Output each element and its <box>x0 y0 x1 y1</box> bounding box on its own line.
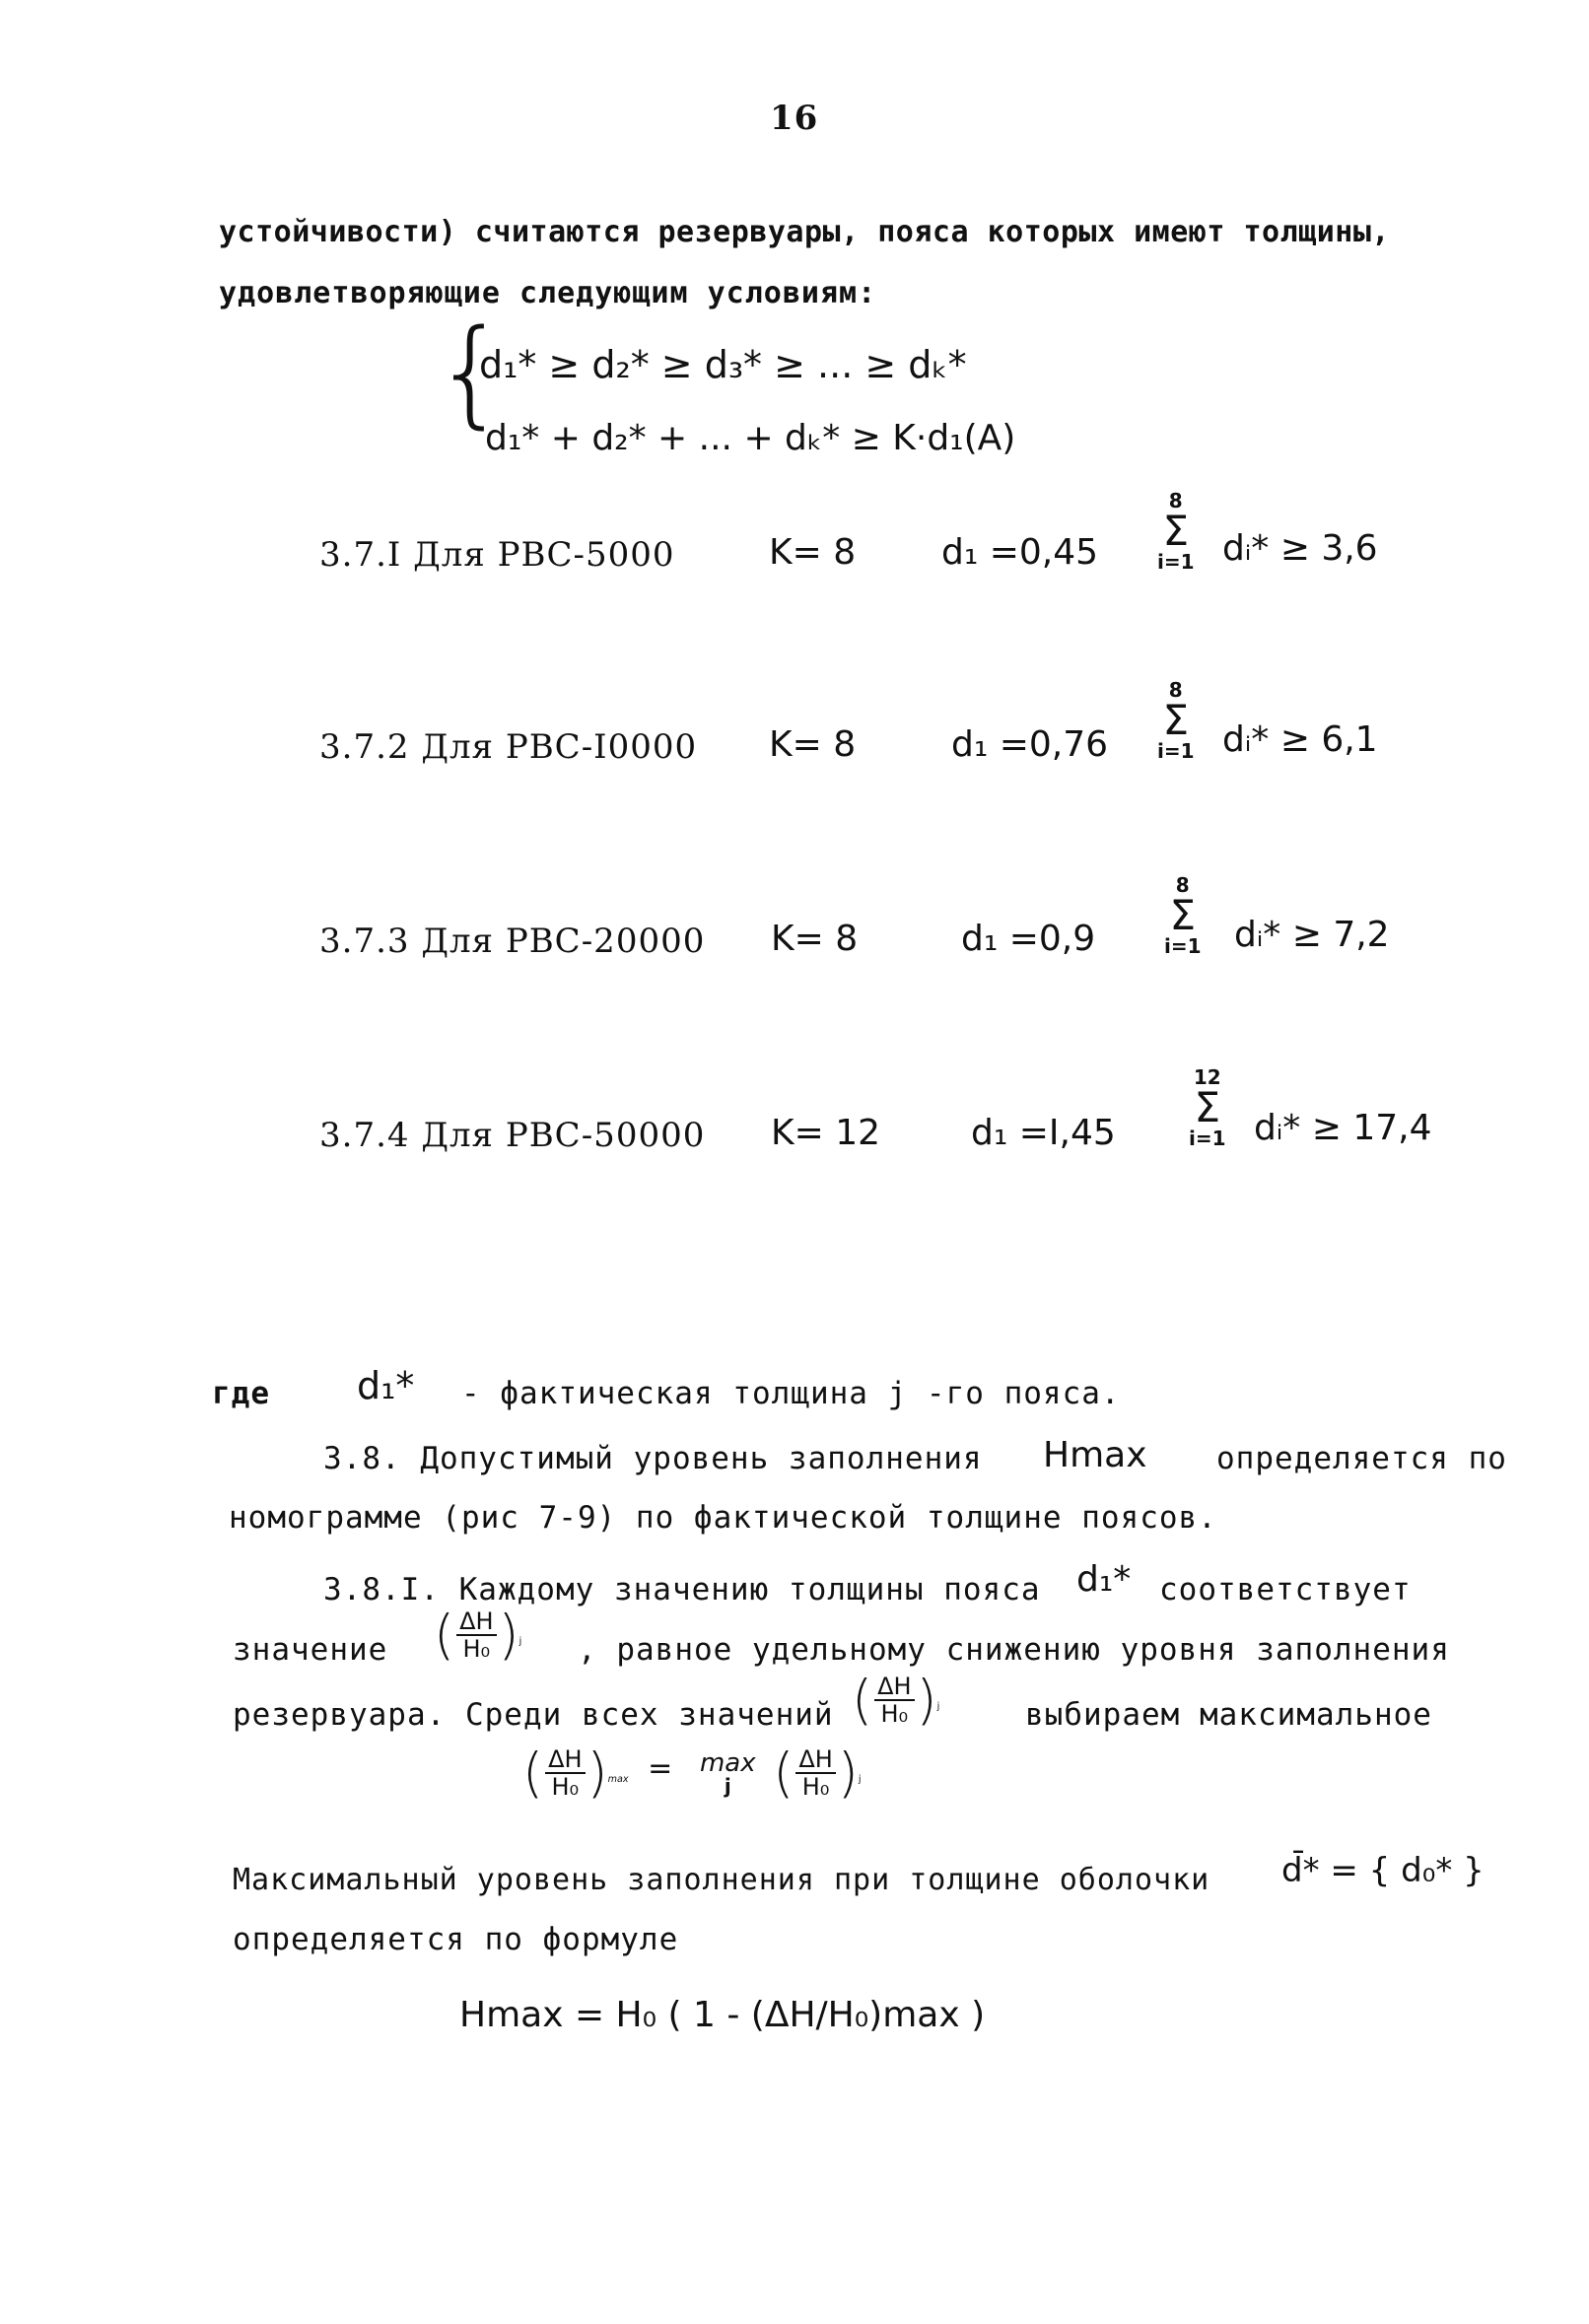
sum-upper: 12 <box>1193 1065 1221 1089</box>
max-label: max <box>607 1774 629 1786</box>
final-thickness-set: d̄* = { d₀* } <box>1281 1851 1485 1890</box>
sum-upper: 8 <box>1168 489 1183 513</box>
frac-den: H₀ <box>551 1773 580 1802</box>
system-line-2: d₁* + d₂* + ... + dₖ* ≥ K·d₁(A) <box>485 418 1016 458</box>
final-line2: определяется по формуле <box>233 1922 679 1957</box>
sum-symbol: 12 Σ i=1 <box>1189 1065 1226 1150</box>
frac-num: ΔH <box>795 1746 835 1774</box>
max-operator: max <box>699 1748 756 1779</box>
frac-den: H₀ <box>801 1773 830 1802</box>
p38-line2: номограмме (рис 7-9) по фактической толщине поясов. <box>229 1500 1217 1536</box>
sum-lower: i=1 <box>1164 934 1202 958</box>
item-d1: d₁ =0,9 <box>961 919 1096 959</box>
frac-index: j <box>518 1636 522 1648</box>
sum-symbol: 8 Σ i=1 <box>1157 678 1195 763</box>
system-line-1: d₁* ≥ d₂* ≥ d₃* ≥ ... ≥ dₖ* <box>479 343 967 386</box>
item-label: 3.7.2 Для РВС-I0000 <box>319 727 698 767</box>
item-k: K= 8 <box>769 532 857 573</box>
p381-line3-a: резервуара. Среди всех значений <box>233 1697 834 1733</box>
p381-line2-a: значение <box>233 1632 388 1668</box>
item-d1: d₁ =0,45 <box>941 532 1099 573</box>
p381-line3-b: выбираем максимальное <box>1025 1697 1432 1733</box>
item-d1: d₁ =0,76 <box>951 724 1109 765</box>
page-number: 16 <box>770 99 819 138</box>
frac-num: ΔH <box>456 1608 496 1636</box>
equals-sign: = <box>648 1750 673 1786</box>
where-symbol: d₁* <box>357 1364 415 1407</box>
where-prefix: где <box>212 1376 270 1411</box>
sum-lower: i=1 <box>1157 550 1195 574</box>
frac-index: j <box>936 1701 940 1713</box>
p381-line2-b: , равное удельному снижению уровня заполнения <box>578 1632 1450 1668</box>
sum-upper: 8 <box>1175 873 1190 897</box>
sum-lower: i=1 <box>1157 739 1195 763</box>
frac-index: j <box>858 1774 862 1786</box>
system-brace: { <box>434 304 509 440</box>
intro-line-1: устойчивости) считаются резервуары, пояса которых имеют толщины, <box>219 215 1390 249</box>
p381-d1: d₁* <box>1076 1559 1132 1600</box>
sum-lower: i=1 <box>1189 1127 1226 1150</box>
frac-num: ΔH <box>874 1674 914 1701</box>
frac-den: H₀ <box>880 1700 909 1729</box>
item-label: 3.7.3 Для РВС-20000 <box>319 922 706 961</box>
frac-num: ΔH <box>545 1746 585 1774</box>
sum-symbol: 8 Σ i=1 <box>1157 489 1195 574</box>
item-sum-term: dᵢ* ≥ 17,4 <box>1254 1108 1432 1148</box>
final-line1-a: Максимальный уровень заполнения при толщине оболочки <box>233 1863 1210 1897</box>
intro-line-2: удовлетворяющие следующим условиям: <box>219 276 877 310</box>
item-sum-term: dᵢ* ≥ 6,1 <box>1222 719 1378 760</box>
p38-line1-a: 3.8. Допустимый уровень заполнения <box>323 1441 983 1476</box>
where-text: - фактическая толщина j -го пояса. <box>461 1376 1121 1411</box>
item-label: 3.7.I Для РВС-5000 <box>319 535 675 575</box>
frac-den: H₀ <box>462 1635 491 1664</box>
p381-line1-a: 3.8.I. Каждому значению толщины пояса <box>323 1572 1041 1607</box>
item-k: K= 8 <box>771 919 859 959</box>
item-sum-term: dᵢ* ≥ 7,2 <box>1234 915 1390 955</box>
max-index: j <box>724 1774 731 1799</box>
p381-line1-b: соответствует <box>1159 1572 1412 1607</box>
item-label: 3.7.4 Для РВС-50000 <box>319 1116 706 1155</box>
sum-upper: 8 <box>1168 678 1183 702</box>
item-sum-term: dᵢ* ≥ 3,6 <box>1222 528 1378 569</box>
max-formula: ( $\frac{\Delta H}{\text{H₀}}$ )$_{max}$ = max j ( $\frac{\Delta H}{\text{H₀}}$ )$_j$ <box>522 1742 862 1805</box>
final-formula: Hmax = H₀ ( 1 - (ΔH/H₀)max ) <box>459 1995 986 2035</box>
item-k: K= 12 <box>771 1113 881 1153</box>
item-k: K= 8 <box>769 724 857 765</box>
p38-hmax: Hmax <box>1043 1435 1147 1475</box>
fraction-dh-h0-j: ( $\frac{\Delta H}{\text{H₀}}$ )$_j$ <box>434 1604 522 1667</box>
sum-symbol: 8 Σ i=1 <box>1164 873 1202 958</box>
item-d1: d₁ =I,45 <box>971 1113 1116 1153</box>
fraction-dh-h0-j-2: ( $\frac{\Delta H}{\text{H₀}}$ )$_j$ <box>852 1669 940 1732</box>
p38-line1-b: определяется по <box>1216 1441 1507 1476</box>
